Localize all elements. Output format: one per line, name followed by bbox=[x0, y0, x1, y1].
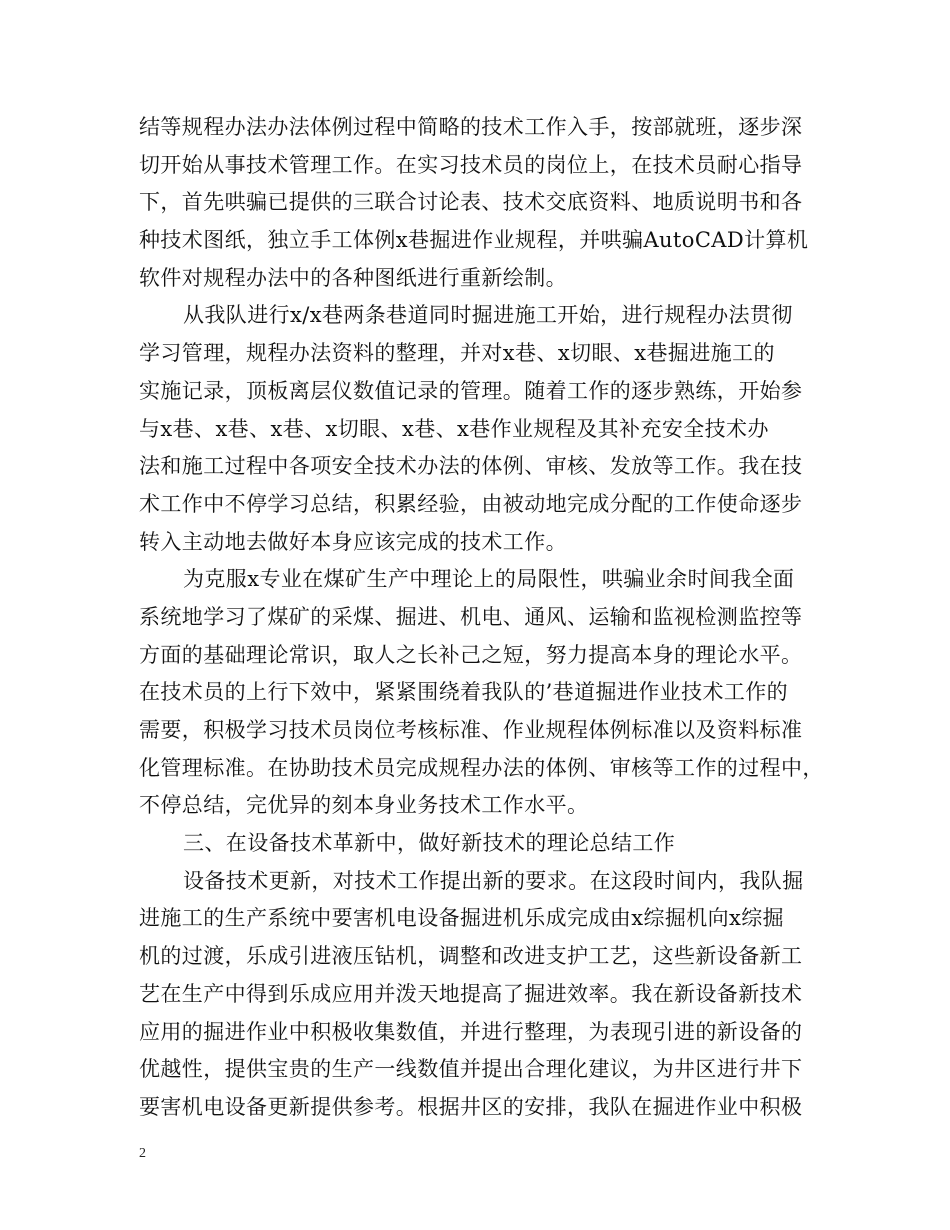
text-line: 应用的掘进作业中积极收集数值，并进行整理，为表现引进的新设备的 bbox=[139, 1019, 803, 1044]
text-line: 实施记录，顶板离层仪数值记录的管理。随着工作的逐步熟练，开始参 bbox=[139, 378, 803, 403]
section-heading: 三、在设备技术革新中，做好新技术的理论总结工作 bbox=[183, 831, 676, 856]
page-number: 2 bbox=[139, 1146, 146, 1161]
body-text bbox=[139, 109, 824, 1127]
text-line: 为克服x专业在煤矿生产中理论上的局限性，哄骗业余时间我全面 bbox=[183, 567, 795, 592]
text-line: 艺在生产中得到乐成应用并泼天地提高了掘进效率。我在新设备新技术 bbox=[139, 981, 803, 1006]
text-line: 要害机电设备更新提供参考。根据井区的安排，我队在掘进作业中积极 bbox=[139, 1094, 803, 1119]
text-line: 进施工的生产系统中要害机电设备掘进机乐成完成由x综掘机向x综掘 bbox=[139, 906, 785, 931]
text-line: 学习管理，规程办法资料的整理，并对x巷、x切眼、x巷掘进施工的 bbox=[139, 341, 775, 366]
text-line: 化管理标准。在协助技术员完成规程办法的体例、审核等工作的过程中， bbox=[139, 755, 824, 780]
text-line: 术工作中不停学习总结，积累经验，由被动地完成分配的工作使命逐步 bbox=[139, 491, 803, 516]
text-line: 系统地学习了煤矿的采煤、掘进、机电、通风、运输和监视检测监控等 bbox=[139, 604, 803, 629]
text-line: 不停总结，完优异的刻本身业务技术工作水平。 bbox=[139, 793, 589, 818]
text-line: 切开始从事技术管理工作。在实习技术员的岗位上，在技术员耐心指导 bbox=[139, 152, 803, 177]
text-line: 种技术图纸，独立手工体例x巷掘进作业规程，并哄骗AutoCAD计算机 bbox=[139, 228, 809, 253]
text-line: 转入主动地去做好本身应该完成的技术工作。 bbox=[139, 529, 567, 554]
text-line: 法和施工过程中各项安全技术办法的体例、审核、发放等工作。我在技 bbox=[139, 454, 803, 479]
text-line: 下，首先哄骗已提供的三联合讨论表、技术交底资料、地质说明书和各 bbox=[139, 190, 803, 215]
text-line: 优越性，提供宝贵的生产一线数值并提出合理化建议，为井区进行井下 bbox=[139, 1057, 803, 1082]
text-line: 需要，积极学习技术员岗位考核标准、作业规程体例标准以及资料标准 bbox=[139, 718, 803, 742]
text-line: 与x巷、x巷、x巷、x切眼、x巷、x巷作业规程及其补充安全技术办 bbox=[139, 416, 769, 441]
text-line: 方面的基础理论常识，取人之长补己之短，努力提高本身的理论水平。 bbox=[139, 642, 803, 667]
text-line: 从我队进行x/x巷两条巷道同时掘进施工开始，进行规程办法贯彻 bbox=[183, 303, 793, 328]
text-line: 机的过渡，乐成引进液压钻机，调整和改进支护工艺，这些新设备新工 bbox=[139, 944, 803, 969]
text-line: 在技术员的上行下效中，紧紧围绕着我队的’巷道掘进作业技术工作的 bbox=[139, 680, 789, 705]
text-line: 软件对规程办法中的各种图纸进行重新绘制。 bbox=[139, 265, 567, 290]
text-line: 设备技术更新，对技术工作提出新的要求。在这段时间内，我队掘 bbox=[183, 868, 804, 893]
text-line: 结等规程办法办法体例过程中简略的技术工作入手，按部就班，逐步深 bbox=[139, 115, 803, 139]
